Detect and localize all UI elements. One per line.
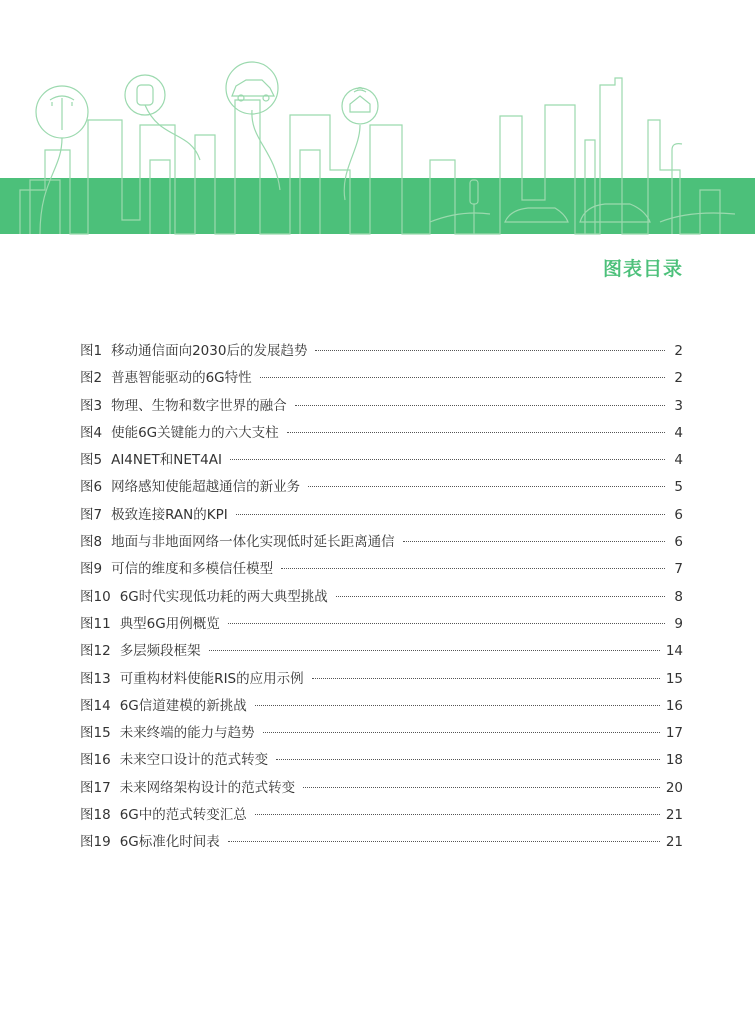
- toc-entry-title: 普惠智能驱动的6G特性: [111, 370, 252, 387]
- toc-entry[interactable]: [80, 585, 683, 612]
- dot-leader: [209, 650, 660, 651]
- toc-entry-page: 4: [674, 452, 683, 469]
- dot-leader: [230, 459, 665, 460]
- dot-leader: [228, 841, 660, 842]
- dot-leader: [255, 705, 660, 706]
- toc-entry-number: 图14: [80, 697, 111, 714]
- toc-entry-page: 18: [665, 752, 683, 769]
- toc-entry-page: 3: [674, 397, 683, 414]
- toc-entry-page: 9: [674, 615, 683, 632]
- toc-entry-page: 5: [674, 479, 683, 496]
- toc-entry-number: 图11: [80, 615, 111, 632]
- toc-entry-number: 图7: [80, 506, 103, 523]
- toc-entry-title: 可重构材料使能RIS的应用示例: [119, 670, 304, 687]
- toc-entry[interactable]: [80, 394, 683, 421]
- toc-entry-title: 6G中的范式转变汇总: [119, 807, 247, 824]
- toc-entry-number: 图2: [80, 370, 103, 387]
- toc-entry-page: 2: [674, 343, 683, 359]
- dot-leader: [236, 514, 665, 515]
- toc-entry-title: 6G信道建模的新挑战: [119, 697, 247, 714]
- dot-leader: [315, 350, 665, 351]
- toc-entry[interactable]: [80, 421, 683, 448]
- toc-entry-title: 移动通信面向2030后的发展趋势: [111, 343, 308, 359]
- toc-entry-page: 14: [665, 643, 683, 660]
- toc-entry-page: 6: [674, 506, 683, 523]
- toc-entry[interactable]: [80, 448, 683, 475]
- toc-entry-number: 图4: [80, 424, 103, 441]
- dot-leader: [336, 596, 665, 597]
- toc-entry-page: 6: [674, 534, 683, 551]
- dot-leader: [295, 405, 665, 406]
- toc-entry-number: 图12: [80, 643, 111, 660]
- toc-entry[interactable]: [80, 639, 683, 666]
- toc-entry-number: 图19: [80, 834, 111, 851]
- toc-entry-title: 未来网络架构设计的范式转变: [119, 779, 296, 796]
- toc-entry-title: AI4NET和NET4AI: [111, 452, 222, 469]
- toc-entry[interactable]: [80, 803, 683, 830]
- toc-entry-number: 图17: [80, 779, 111, 796]
- dot-leader: [255, 814, 660, 815]
- toc-entry-title: 6G时代实现低功耗的两大典型挑战: [119, 588, 328, 605]
- toc-entry-page: 15: [665, 670, 683, 687]
- dot-leader: [228, 623, 665, 624]
- page-title: 图表目录: [602, 258, 683, 280]
- toc-entry-title: 可信的维度和多模信任模型: [111, 561, 274, 578]
- toc-entry-title: 典型6G用例概览: [119, 615, 220, 632]
- toc-entry-number: 图8: [80, 534, 103, 551]
- toc-entry[interactable]: [80, 612, 683, 639]
- toc-entry-title: 未来终端的能力与趋势: [119, 725, 255, 742]
- toc-entry-title: 使能6G关键能力的六大支柱: [111, 424, 279, 441]
- toc-entry-number: 图13: [80, 670, 111, 687]
- dot-leader: [263, 732, 660, 733]
- toc-entry[interactable]: [80, 366, 683, 393]
- toc-entry-title: 物理、生物和数字世界的融合: [111, 397, 287, 414]
- dot-leader: [312, 678, 660, 679]
- dot-leader: [303, 787, 660, 788]
- toc-entry-title: 网络感知使能超越通信的新业务: [111, 479, 301, 496]
- toc-entry-number: 图6: [80, 479, 103, 496]
- toc-entry-number: 图3: [80, 397, 103, 414]
- dot-leader: [403, 541, 665, 542]
- header-green-band: [0, 178, 755, 234]
- toc-entry-number: 图16: [80, 752, 111, 769]
- toc-entry[interactable]: [80, 667, 683, 694]
- toc-entry-page: 20: [665, 779, 683, 796]
- toc-entry-page: 8: [674, 588, 683, 605]
- toc-entry-number: 图5: [80, 452, 103, 469]
- toc-entry-title: 地面与非地面网络一体化实现低时延长距离通信: [111, 534, 395, 551]
- figure-list: [80, 339, 683, 858]
- toc-entry[interactable]: [80, 694, 683, 721]
- toc-entry[interactable]: [80, 475, 683, 502]
- toc-entry-page: 16: [665, 697, 683, 714]
- toc-entry-number: 图15: [80, 725, 111, 742]
- toc-entry-page: 4: [674, 424, 683, 441]
- toc-entry-number: 图18: [80, 807, 111, 824]
- toc-entry-number: 图9: [80, 561, 103, 578]
- toc-entry[interactable]: [80, 557, 683, 584]
- toc-entry-page: 21: [665, 807, 683, 824]
- header-illustration: [0, 0, 755, 240]
- toc-entry[interactable]: [80, 776, 683, 803]
- toc-entry-number: 图10: [80, 588, 111, 605]
- toc-entry-page: 2: [674, 370, 683, 387]
- dot-leader: [287, 432, 665, 433]
- toc-entry-title: 极致连接RAN的KPI: [111, 506, 228, 523]
- toc-entry[interactable]: [80, 530, 683, 557]
- toc-entry-title: 6G标准化时间表: [119, 834, 220, 851]
- toc-entry-page: 17: [665, 725, 683, 742]
- toc-entry-title: 多层频段框架: [119, 643, 201, 660]
- toc-entry-title: 未来空口设计的范式转变: [119, 752, 269, 769]
- toc-entry[interactable]: [80, 503, 683, 530]
- toc-entry[interactable]: [80, 748, 683, 775]
- dot-leader: [276, 759, 660, 760]
- toc-entry[interactable]: [80, 830, 683, 857]
- toc-entry-page: 21: [665, 834, 683, 851]
- dot-leader: [281, 568, 665, 569]
- toc-entry-number: 图1: [80, 343, 103, 359]
- toc-entry[interactable]: [80, 721, 683, 748]
- dot-leader: [308, 486, 665, 487]
- toc-entry-page: 7: [674, 561, 683, 578]
- dot-leader: [260, 377, 665, 378]
- toc-entry[interactable]: [80, 339, 683, 366]
